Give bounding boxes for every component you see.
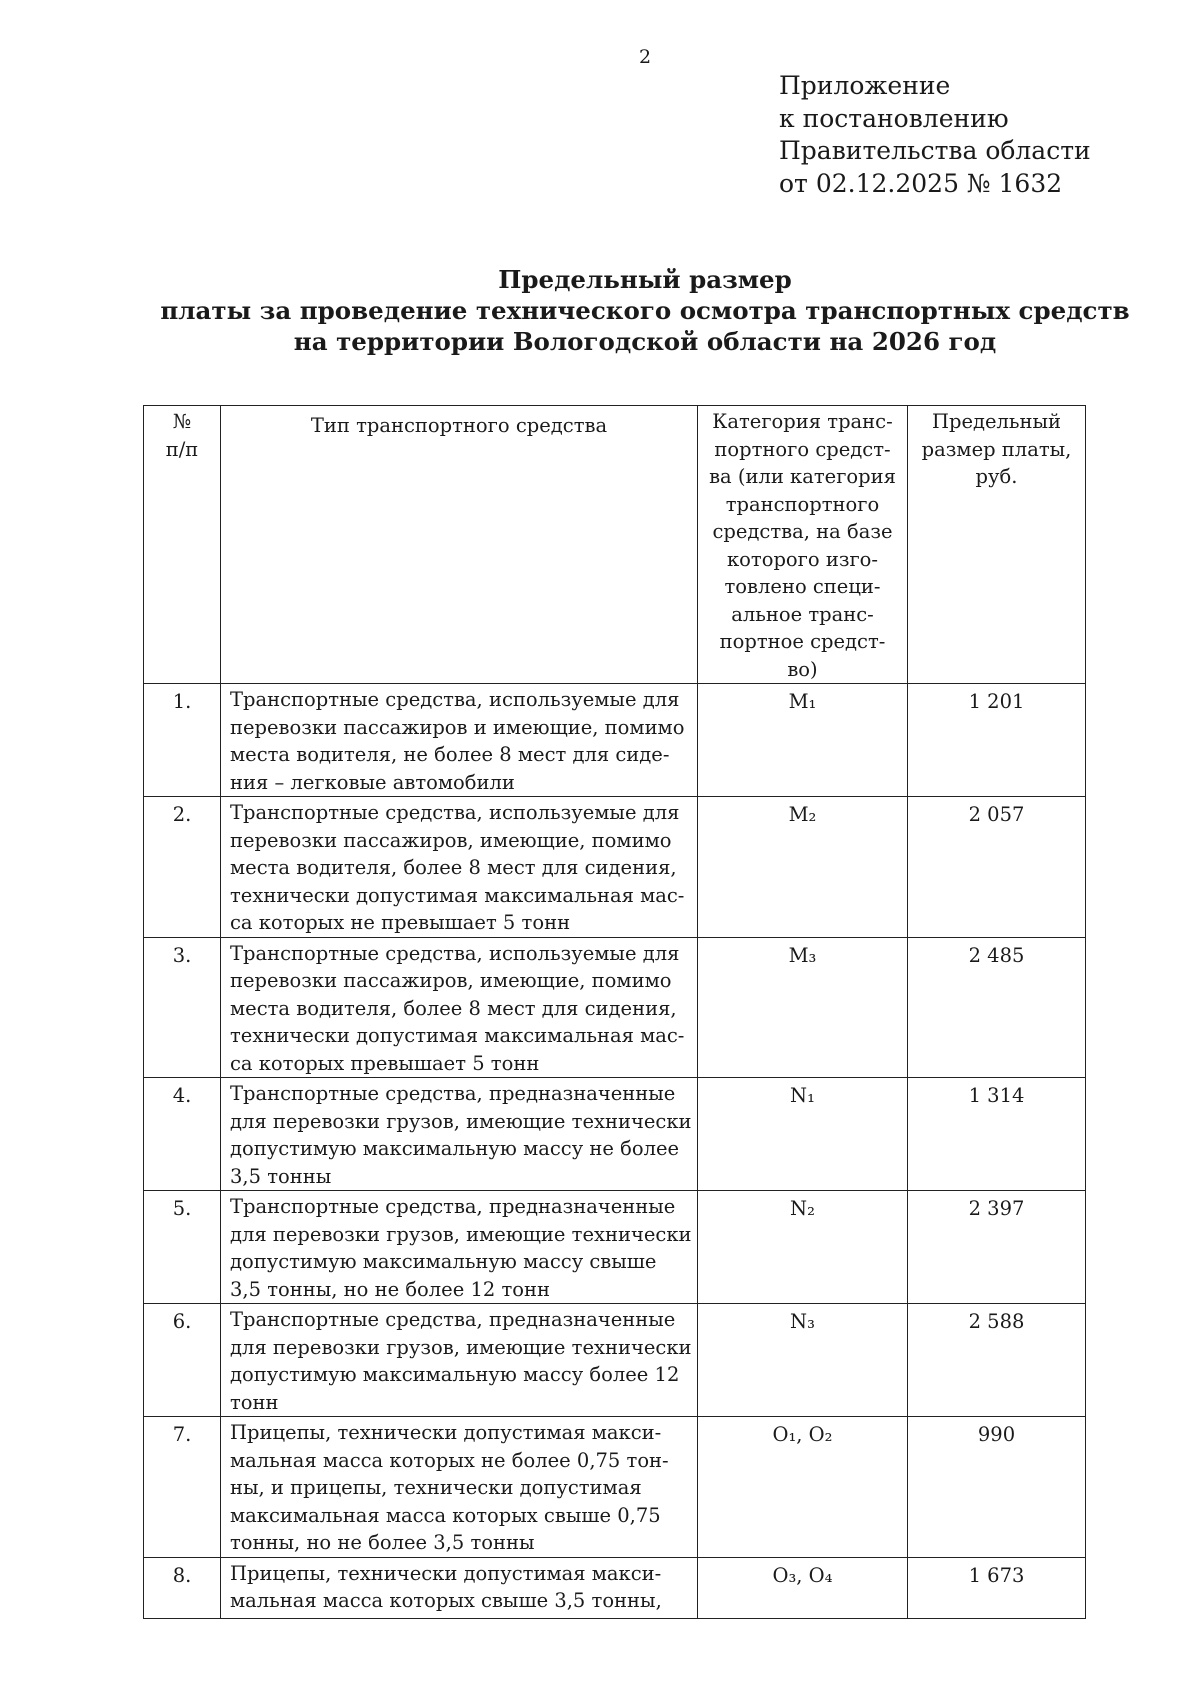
- header-type: Тип транспортного средства: [221, 406, 698, 684]
- row-category: N₂: [698, 1191, 908, 1304]
- row-category: N₃: [698, 1304, 908, 1417]
- row-number: 3.: [144, 937, 221, 1078]
- row-description: Прицепы, технически допустимая макси- мальная масса которых свыше 3,5 тонны,: [221, 1557, 698, 1618]
- table-row: [144, 937, 1086, 1078]
- table-row: [144, 1304, 1086, 1417]
- title-line: Предельный размер: [498, 265, 792, 294]
- row-description: Транспортные средства, используемые для перевозки пассажиров и имеющие, помимо места водителя, не более 8 мест для сиде- ния – легковые автомобили: [221, 684, 698, 797]
- table-row: [144, 797, 1086, 938]
- appendix-line: от 02.12.2025 № 1632: [779, 168, 1063, 198]
- row-description: Транспортные средства, предназначенные для перевозки грузов, имеющие технически допустимую максимальную массу не более 3,5 тонны: [221, 1078, 698, 1191]
- title-line: на территории Вологодской области на 2026 год: [293, 327, 997, 356]
- row-number: 4.: [144, 1078, 221, 1191]
- row-number: 1.: [144, 684, 221, 797]
- appendix-line: Приложение: [779, 71, 951, 100]
- row-description: Транспортные средства, предназначенные для перевозки грузов, имеющие технически допустимую максимальную массу свыше 3,5 тонны, но не более 12 тонн: [221, 1191, 698, 1304]
- row-number: 7.: [144, 1417, 221, 1558]
- page-number: 2: [638, 46, 652, 68]
- table-row: [144, 1557, 1086, 1618]
- appendix-block: [779, 70, 1091, 200]
- row-fee: 2 397: [908, 1191, 1086, 1304]
- table-row: [144, 1417, 1086, 1558]
- table-header-row: [144, 406, 1086, 684]
- table-row: [144, 684, 1086, 797]
- row-fee: 1 314: [908, 1078, 1086, 1191]
- table-row: [144, 1191, 1086, 1304]
- header-category: Категория транс- портного средст- ва (или категория транспортного средства, на базе которого изго- товлено специ- альное транс- портное средст- во): [698, 406, 908, 684]
- row-description: Транспортные средства, используемые для перевозки пассажиров, имеющие, помимо места водителя, более 8 мест для сидения, технически допустимая максимальная мас- са которых превышает 5 тонн: [221, 937, 698, 1078]
- row-description: Транспортные средства, используемые для перевозки пассажиров, имеющие, помимо места водителя, более 8 мест для сидения, технически допустимая максимальная мас- са которых не превышает 5 тонн: [221, 797, 698, 938]
- row-fee: 2 485: [908, 937, 1086, 1078]
- row-category: M₁: [698, 684, 908, 797]
- table-row: [144, 1078, 1086, 1191]
- title-line: платы за проведение технического осмотра транспортных средств: [160, 296, 1130, 325]
- appendix-line: к постановлению: [779, 103, 1009, 133]
- row-number: 6.: [144, 1304, 221, 1417]
- row-fee: 1 201: [908, 684, 1086, 797]
- row-fee: 1 673: [908, 1557, 1086, 1618]
- row-fee: 2 588: [908, 1304, 1086, 1417]
- row-category: M₂: [698, 797, 908, 938]
- header-fee: Предельный размер платы, руб.: [908, 406, 1086, 684]
- row-description: Транспортные средства, предназначенные для перевозки грузов, имеющие технически допустимую максимальную массу более 12 тонн: [221, 1304, 698, 1417]
- document-title: [130, 264, 1160, 357]
- row-category: O₁, O₂: [698, 1417, 908, 1558]
- row-fee: 990: [908, 1417, 1086, 1558]
- row-number: 5.: [144, 1191, 221, 1304]
- appendix-line: Правительства области: [779, 136, 1091, 165]
- row-number: 8.: [144, 1557, 221, 1618]
- fee-table: [143, 405, 1086, 1619]
- row-category: N₁: [698, 1078, 908, 1191]
- row-category: O₃, O₄: [698, 1557, 908, 1618]
- row-fee: 2 057: [908, 797, 1086, 938]
- row-description: Прицепы, технически допустимая макси- мальная масса которых не более 0,75 тон- ны, и прицепы, технически допустимая максимальная масса которых свыше 0,75 тонны, но не более 3,5 тонны: [221, 1417, 698, 1558]
- header-num: № п/п: [144, 406, 221, 684]
- row-category: M₃: [698, 937, 908, 1078]
- row-number: 2.: [144, 797, 221, 938]
